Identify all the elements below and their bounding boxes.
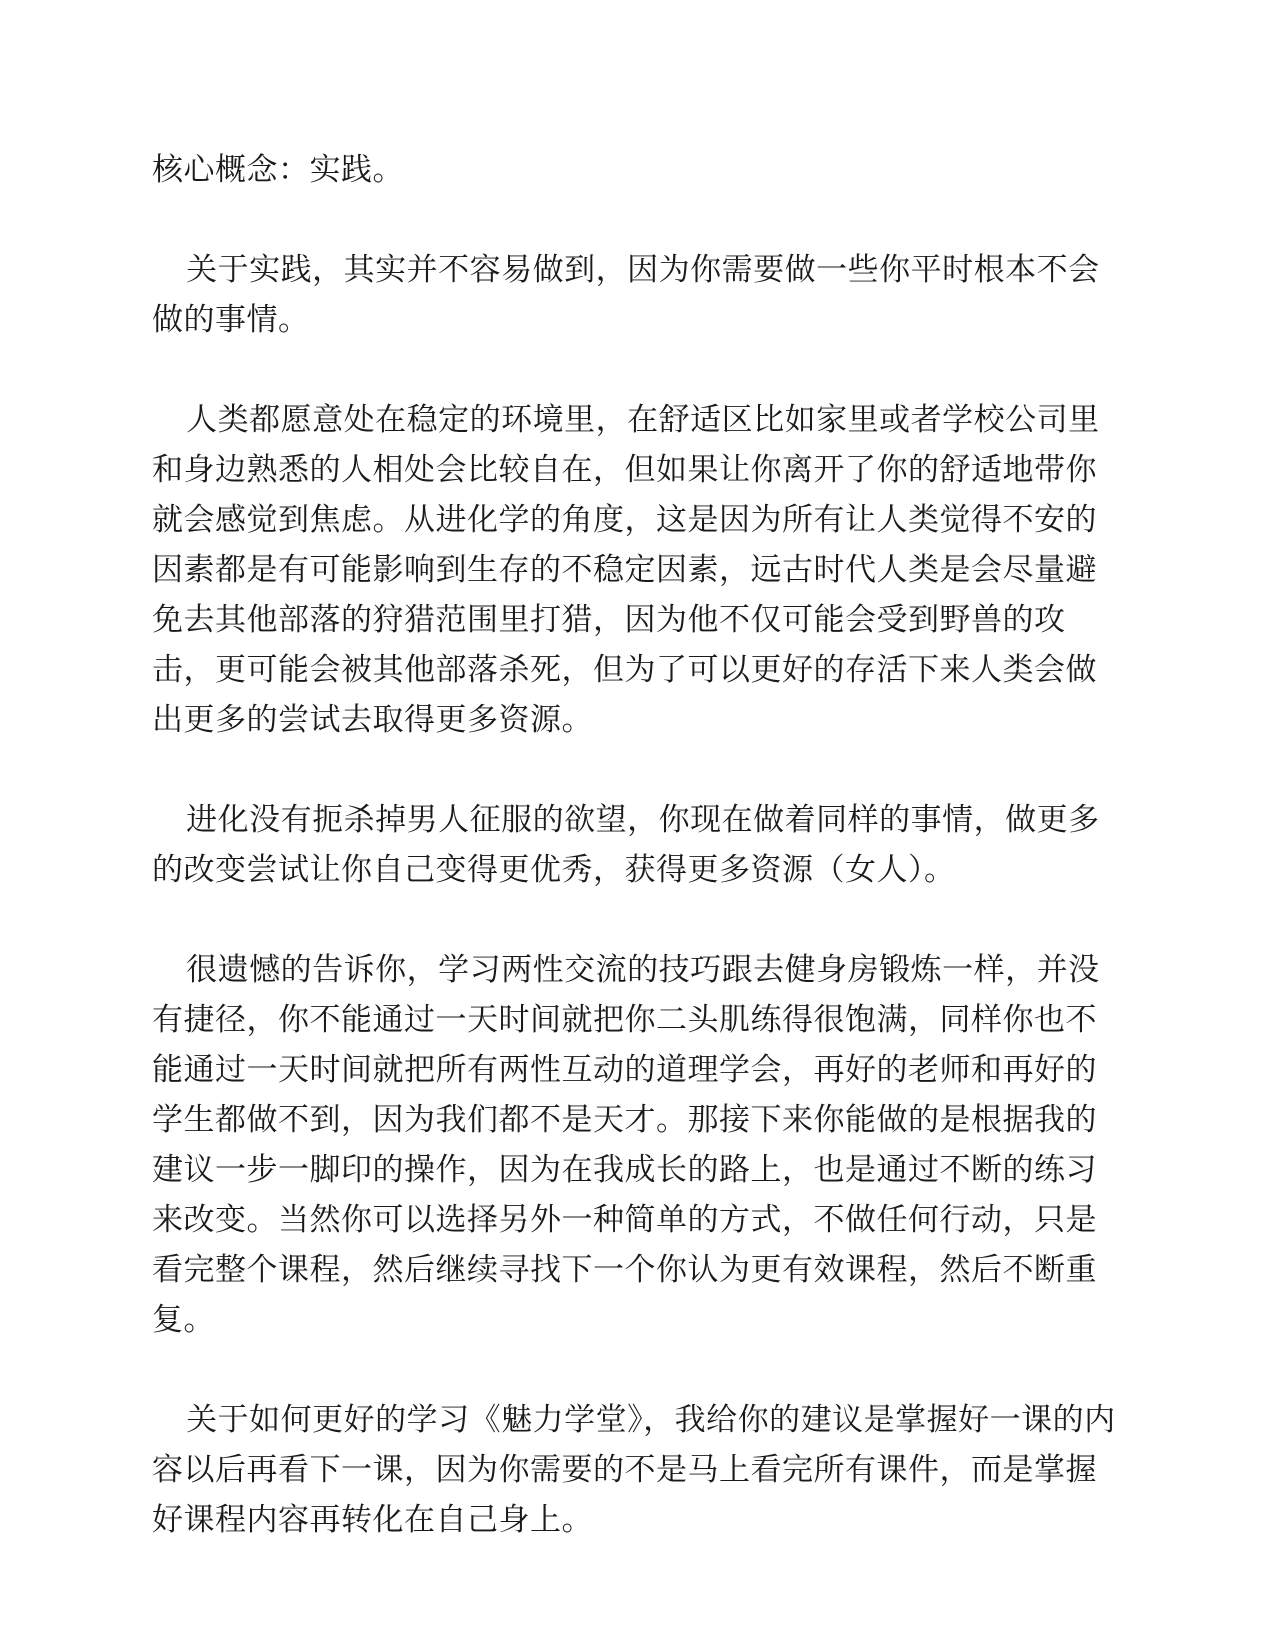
core-concept-heading: 核心概念：实践。 bbox=[152, 152, 404, 188]
paragraph-no-shortcut: 很遗憾的告诉你，学习两性交流的技巧跟去健身房锻炼一样，并没有捷径，你不能通过一天时间就把你二头肌练得很饱满，同样你也不能通过一天时间就把所有两性互动的道理学会，再好的老师和再好的学生都做不到，因为我们都不是天才。那接下来你能做的是根据我的建议一步一脚印的操作，因为在我成长的路上，也是通过不断的练习来改变。当然你可以选择另外一种简单的方式，不做任何行动，只是看完整个课程，然后继续寻找下一个你认为更有效课程，然后不断重复。 bbox=[152, 952, 1100, 1338]
document-body bbox=[152, 145, 1122, 1595]
paragraph-evolution: 进化没有扼杀掉男人征服的欲望，你现在做着同样的事情，做更多的改变尝试让你自己变得更优秀，获得更多资源（女人）。 bbox=[152, 802, 1100, 888]
paragraph-comfort-zone: 人类都愿意处在稳定的环境里，在舒适区比如家里或者学校公司里和身边熟悉的人相处会比较自在，但如果让你离开了你的舒适地带你就会感觉到焦虑。从进化学的角度，这是因为所有让人类觉得不安的因素都是有可能影响到生存的不稳定因素，远古时代人类是会尽量避免去其他部落的狩猎范围里打猎，因为他不仅可能会受到野兽的攻击，更可能会被其他部落杀死，但为了可以更好的存活下来人类会做出更多的尝试去取得更多资源。 bbox=[152, 402, 1100, 738]
paragraph-practice-intro: 关于实践，其实并不容易做到，因为你需要做一些你平时根本不会做的事情。 bbox=[152, 252, 1100, 338]
paragraph-study-advice: 关于如何更好的学习《魅力学堂》，我给你的建议是掌握好一课的内容以后再看下一课，因为你需要的不是马上看完所有课件，而是掌握好课程内容再转化在自己身上。 bbox=[152, 1402, 1116, 1538]
